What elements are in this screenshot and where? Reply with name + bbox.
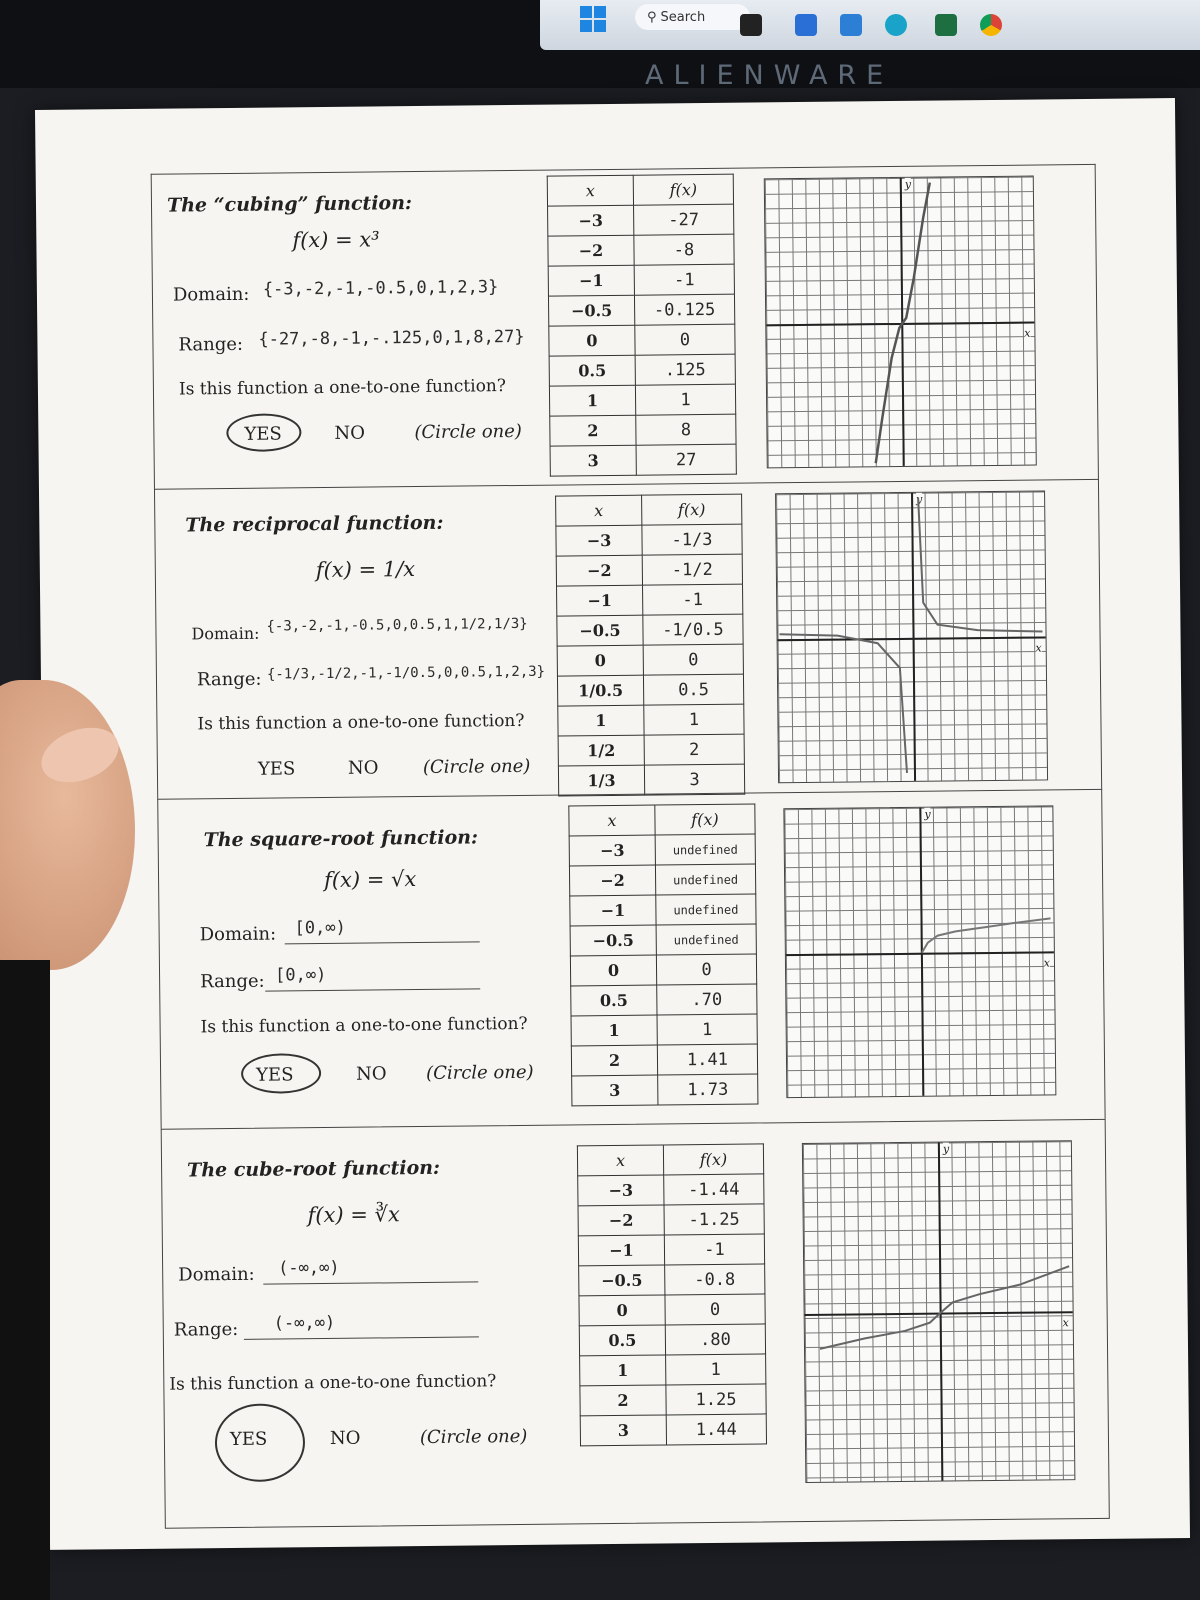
x-cell: −0.5: [570, 925, 656, 956]
fx-cell: 27: [636, 444, 736, 475]
x-cell: −1: [557, 585, 643, 616]
x-header: x: [556, 495, 642, 526]
x-cell: 1: [549, 385, 635, 416]
fx-cell: -1: [643, 584, 743, 615]
fx-header: f(x): [663, 1144, 763, 1175]
fx-cell: -8: [634, 234, 734, 265]
fx-cell: .125: [635, 354, 735, 385]
circle-one-note: (Circle one): [422, 755, 531, 778]
fx-cell: 1.41: [657, 1044, 757, 1075]
coordinate-grid: [764, 176, 1037, 469]
yes-option: YES: [244, 423, 282, 445]
x-cell: 0: [557, 645, 643, 676]
search-label: Search: [660, 9, 706, 25]
section-title: The square-root function:: [203, 826, 479, 852]
domain-label: Domain:: [178, 1263, 255, 1286]
domain-value: {-3,-2,-1,-0.5,0,1,2,3}: [262, 277, 499, 300]
x-cell: −3: [556, 525, 642, 556]
y-axis-label: y: [904, 177, 912, 191]
x-cell: −2: [548, 235, 634, 266]
fx-cell: 0: [643, 644, 743, 675]
x-cell: 0: [549, 325, 635, 356]
yes-option: YES: [256, 1064, 294, 1086]
fx-cell: -1.25: [664, 1204, 764, 1235]
store-icon[interactable]: [840, 14, 862, 36]
range-value: {-27,-8,-1,-.125,0,1,8,27}: [258, 326, 525, 350]
x-cell: 2: [550, 415, 636, 446]
range-label: Range:: [173, 1318, 239, 1341]
x-axis-label: x: [1043, 956, 1051, 970]
domain-label: Domain:: [172, 283, 250, 306]
fx-cell: undefined: [655, 864, 755, 895]
x-cell: 0: [579, 1295, 665, 1326]
windows-start-icon[interactable]: [580, 6, 606, 32]
fx-cell: undefined: [656, 924, 756, 955]
chrome-icon[interactable]: [980, 14, 1002, 36]
coordinate-grid: [775, 490, 1048, 783]
x-cell: 1/0.5: [557, 675, 643, 706]
range-line: [244, 1336, 479, 1339]
x-cell: −0.5: [557, 615, 643, 646]
x-cell: 3: [550, 445, 636, 476]
x-cell: 3: [572, 1075, 658, 1106]
curve-square-root: [784, 806, 1057, 1099]
fx-cell: 8: [636, 414, 736, 445]
edge-icon[interactable]: [885, 14, 907, 36]
range-label: Range:: [178, 333, 244, 356]
excel-icon[interactable]: [935, 14, 957, 36]
task-view-icon[interactable]: [740, 14, 762, 36]
fx-cell: 0: [656, 954, 756, 985]
x-cell: 3: [580, 1415, 666, 1446]
yes-circle: [215, 1403, 306, 1482]
fx-cell: 0: [635, 324, 735, 355]
fx-cell: 1: [666, 1354, 766, 1385]
fx-cell: .80: [665, 1324, 765, 1355]
x-cell: −3: [548, 205, 634, 236]
range-value: (-∞,∞): [273, 1312, 336, 1334]
x-cell: −0.5: [579, 1265, 665, 1296]
section-square-root: [157, 789, 1105, 1129]
curve-cubing: [765, 177, 1038, 470]
yes-circle: [226, 413, 301, 452]
fx-cell: undefined: [655, 834, 755, 865]
x-cell: 2: [571, 1045, 657, 1076]
fx-cell: 2: [644, 734, 744, 765]
section-reciprocal: [154, 479, 1102, 799]
one-to-one-question: Is this function a one-to-one function?: [178, 376, 507, 400]
value-table: [577, 1143, 767, 1446]
range-value: [0,∞): [274, 964, 327, 986]
search-icon: ⚲: [647, 9, 657, 25]
meet-icon[interactable]: [795, 14, 817, 36]
no-option: NO: [329, 1427, 361, 1449]
y-axis-label: y: [942, 1142, 950, 1156]
fx-header: f(x): [633, 174, 733, 205]
fx-cell: 1: [635, 384, 735, 415]
no-option: NO: [356, 1063, 387, 1085]
curve-cube-root: [803, 1141, 1077, 1484]
y-axis-label: y: [924, 807, 931, 821]
fx-cell: 1: [657, 1014, 757, 1045]
x-cell: −1: [578, 1235, 664, 1266]
x-axis-label: x: [1035, 641, 1042, 655]
fx-cell: -0.125: [634, 294, 734, 325]
domain-line: [285, 941, 480, 944]
fx-cell: -1/0.5: [643, 614, 743, 645]
section-title: The cube-root function:: [186, 1156, 441, 1182]
circle-one-note: (Circle one): [426, 1061, 534, 1084]
x-axis-label: x: [1062, 1316, 1069, 1330]
x-cell: 0.5: [571, 985, 657, 1016]
x-cell: 2: [580, 1385, 666, 1416]
x-cell: −2: [569, 865, 655, 896]
fx-header: f(x): [642, 494, 742, 525]
x-cell: 0.5: [549, 355, 635, 386]
taskbar: [540, 0, 1200, 50]
fx-cell: -1/3: [642, 524, 742, 555]
fx-cell: 3: [644, 764, 744, 795]
domain-value: [0,∞): [294, 917, 346, 939]
circle-one-note: (Circle one): [414, 420, 522, 444]
domain-label: Domain:: [199, 923, 277, 946]
one-to-one-question: Is this function a one-to-one function?: [200, 1013, 528, 1038]
worksheet: [35, 98, 1190, 1550]
brand-logo: ALIENWARE: [645, 60, 894, 91]
fx-cell: -0.8: [665, 1264, 765, 1295]
section-title: The “cubing” function:: [166, 192, 413, 217]
value-table: [547, 174, 737, 477]
section-cubing: [151, 164, 1099, 489]
fx-cell: -1: [634, 264, 734, 295]
function-equation: f(x) = √x: [323, 867, 417, 893]
function-equation: f(x) = 1/x: [315, 557, 416, 583]
y-axis-label: y: [916, 492, 923, 506]
curve-reciprocal: [776, 491, 1049, 784]
fx-cell: 1.44: [666, 1414, 766, 1445]
one-to-one-question: Is this function a one-to-one function?: [197, 710, 525, 735]
yes-option: YES: [229, 1428, 268, 1451]
value-table: [568, 803, 758, 1106]
taskbar-search[interactable]: [635, 4, 750, 30]
function-equation: f(x) = x³: [292, 227, 380, 253]
x-cell: 1: [571, 1015, 657, 1046]
domain-value: {-3,-2,-1,-0.5,0,0.5,1,1/2,1/3}: [266, 615, 528, 635]
fx-cell: -1.44: [664, 1174, 764, 1205]
fx-cell: .70: [657, 984, 757, 1015]
x-cell: −1: [570, 895, 656, 926]
x-cell: −2: [556, 555, 642, 586]
x-cell: −3: [569, 835, 655, 866]
function-equation: f(x) = ∛x: [307, 1202, 400, 1228]
x-cell: 1/3: [558, 765, 644, 796]
fx-cell: 0: [665, 1294, 765, 1325]
domain-value: (-∞,∞): [278, 1257, 340, 1279]
yes-option: YES: [257, 758, 296, 780]
one-to-one-question: Is this function a one-to-one function?: [169, 1371, 497, 1395]
domain-label: Domain:: [191, 623, 260, 644]
circle-one-note: (Circle one): [419, 1425, 528, 1449]
value-table: [555, 494, 745, 797]
x-cell: 1: [558, 705, 644, 736]
fx-cell: undefined: [656, 894, 756, 925]
x-cell: −0.5: [548, 295, 634, 326]
fx-cell: 1.25: [666, 1384, 766, 1415]
range-value: {-1/3,-1/2,-1,-1/0.5,0,0.5,1,2,3}: [266, 663, 546, 683]
x-cell: 0.5: [579, 1325, 665, 1356]
x-cell: 0: [570, 955, 656, 986]
fx-cell: -27: [634, 204, 734, 235]
section-cube-root: [161, 1119, 1110, 1529]
x-header: x: [569, 805, 655, 836]
fx-cell: 1.73: [658, 1074, 758, 1105]
yes-circle: [241, 1053, 321, 1094]
range-line: [265, 988, 480, 991]
fx-cell: 1: [644, 704, 744, 735]
sleeve: [0, 960, 50, 1600]
fx-cell: -1/2: [642, 554, 742, 585]
x-cell: 1: [580, 1355, 666, 1386]
x-header: x: [547, 175, 633, 206]
coordinate-grid: [783, 805, 1056, 1098]
range-label: Range:: [196, 668, 262, 691]
x-cell: −2: [578, 1205, 664, 1236]
x-header: x: [577, 1145, 663, 1176]
x-cell: 1/2: [558, 735, 644, 766]
fx-header: f(x): [655, 804, 755, 835]
x-cell: −1: [548, 265, 634, 296]
x-axis-label: x: [1024, 326, 1031, 340]
no-option: NO: [334, 422, 366, 444]
x-cell: −3: [578, 1175, 664, 1206]
range-label: Range:: [200, 970, 265, 993]
section-title: The reciprocal function:: [185, 511, 444, 537]
coordinate-grid: [802, 1140, 1076, 1483]
fx-cell: -1: [664, 1234, 764, 1265]
fx-cell: 0.5: [643, 674, 743, 705]
domain-line: [263, 1281, 478, 1284]
no-option: NO: [347, 757, 379, 779]
